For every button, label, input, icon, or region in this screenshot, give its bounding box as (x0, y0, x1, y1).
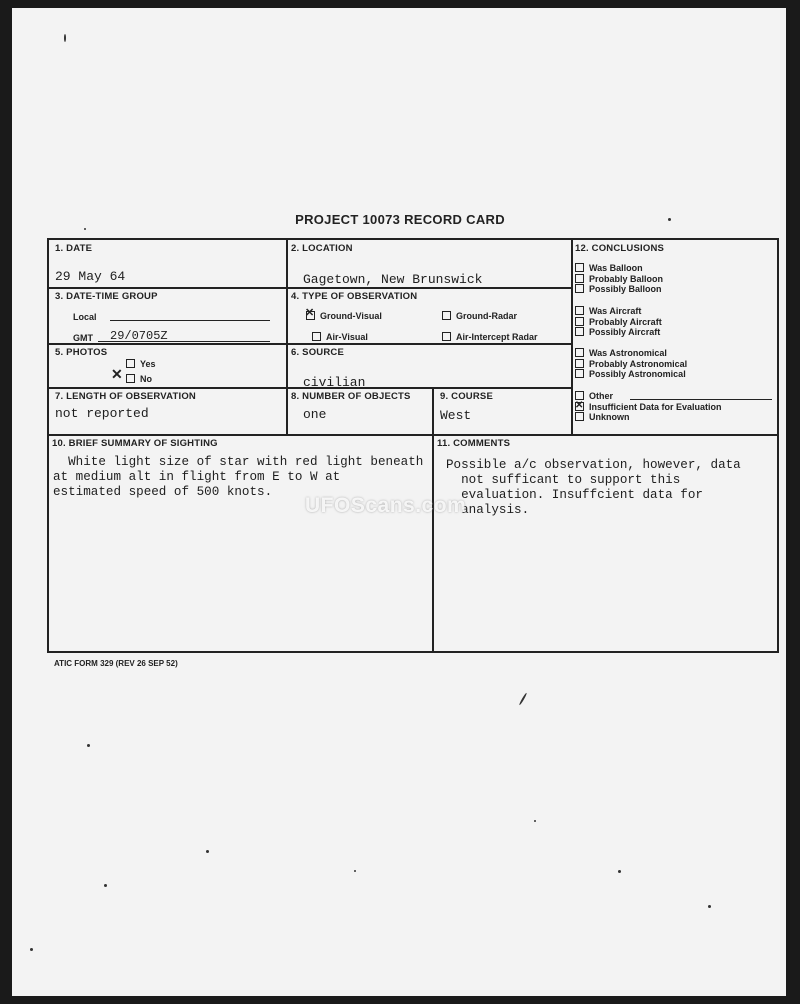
conclusion-checkbox (575, 327, 584, 336)
course-value: West (440, 408, 472, 423)
air-visual-checkbox (312, 332, 321, 341)
gmt-label: GMT (73, 333, 93, 343)
comments-line: analysis. (446, 503, 530, 517)
ground-visual-option: Ground-Visual (306, 311, 382, 321)
photos-label: 5. PHOTOS (55, 347, 108, 358)
conclusion-item: Probably Astronomical (575, 359, 687, 370)
gmt-value: 29/0705Z (110, 329, 168, 343)
summary-label: 10. BRIEF SUMMARY OF SIGHTING (52, 438, 218, 449)
conclusion-item: Possibly Aircraft (575, 327, 662, 338)
comments-text (446, 458, 741, 518)
conclusion-checkbox (575, 306, 584, 315)
dust-speck (84, 228, 86, 230)
conclusion-item: Was Aircraft (575, 306, 662, 317)
dust-speck (206, 850, 209, 853)
dust-speck (30, 948, 33, 951)
divider (286, 240, 288, 434)
conclusion-item: Insufficient Data for Evaluation (575, 402, 722, 413)
location-value: Gagetown, New Brunswick (303, 272, 483, 287)
insufficient-data-check-mark: ✕ (575, 400, 584, 411)
ground-visual-check-mark: ✕ (305, 307, 315, 319)
ground-radar-option: Ground-Radar (442, 311, 517, 321)
photos-yes-option: Yes (126, 359, 156, 369)
date-label: 1. DATE (55, 243, 93, 254)
source-value: civilian (303, 375, 366, 390)
divider (49, 434, 777, 436)
dust-speck (354, 870, 356, 872)
air-intercept-radar-checkbox (442, 332, 451, 341)
conclusion-item: Possibly Astronomical (575, 369, 687, 380)
conclusion-checkbox (575, 359, 584, 368)
summary-line: White light size of star with red light beneath (53, 455, 424, 469)
course-label: 9. COURSE (440, 391, 494, 402)
conclusion-item: Was Balloon (575, 263, 663, 274)
form-footer: ATIC FORM 329 (REV 26 SEP 52) (54, 659, 178, 668)
photos-no-option: No (126, 374, 152, 384)
dust-speck (618, 870, 621, 873)
air-intercept-radar-option: Air-Intercept Radar (442, 332, 538, 342)
conclusion-checkbox (575, 274, 584, 283)
conclusions-group-aircraft (575, 306, 662, 338)
length-value: not reported (55, 406, 149, 421)
comments-label: 11. COMMENTS (437, 438, 511, 449)
comments-line: Possible a/c observation, however, data (446, 458, 741, 472)
local-label: Local (73, 312, 97, 322)
dust-speck (708, 905, 711, 908)
photos-yes-checkbox (126, 359, 135, 368)
divider (49, 343, 571, 345)
conclusion-checkbox (575, 284, 584, 293)
conclusion-checkbox (575, 412, 584, 421)
observation-type-label: 4. TYPE OF OBSERVATION (291, 291, 418, 302)
divider (49, 287, 571, 289)
other-underline (630, 399, 772, 400)
source-label: 6. SOURCE (291, 347, 345, 358)
comments-line: evaluation. Insuffcient data for (446, 488, 703, 502)
dtg-label: 3. DATE-TIME GROUP (55, 291, 158, 302)
conclusion-item: Unknown (575, 412, 722, 423)
divider (432, 388, 434, 653)
photos-no-checkbox (126, 374, 135, 383)
objects-value: one (303, 407, 327, 422)
conclusion-checkbox (575, 348, 584, 357)
air-visual-option: Air-Visual (312, 332, 368, 342)
location-label: 2. LOCATION (291, 243, 353, 254)
conclusion-checkbox (575, 263, 584, 272)
card-title: PROJECT 10073 RECORD CARD (295, 212, 505, 227)
conclusion-item: Other (575, 391, 722, 402)
dust-speck (87, 744, 90, 747)
summary-line: at medium alt in flight from E to W at (53, 470, 341, 484)
photos-no-check-mark: ✕ (111, 366, 123, 382)
dust-speck (64, 34, 66, 42)
conclusions-group-astronomical (575, 348, 687, 380)
conclusion-item: Probably Aircraft (575, 317, 662, 328)
divider (571, 240, 573, 434)
conclusion-checkbox (575, 391, 584, 400)
length-label: 7. LENGTH OF OBSERVATION (55, 391, 196, 402)
objects-label: 8. NUMBER OF OBJECTS (291, 391, 411, 402)
comments-line: not sufficant to support this (446, 473, 681, 487)
conclusions-label: 12. CONCLUSIONS (575, 243, 665, 254)
conclusion-checkbox (575, 317, 584, 326)
dust-speck (104, 884, 107, 887)
conclusion-checkbox (575, 369, 584, 378)
ground-radar-checkbox (442, 311, 451, 320)
conclusions-group-other (575, 391, 722, 423)
conclusion-item: Was Astronomical (575, 348, 687, 359)
conclusion-item: Possibly Balloon (575, 284, 663, 295)
dust-speck (534, 820, 536, 822)
date-value: 29 May 64 (55, 269, 126, 284)
watermark: UFOScans.com (305, 494, 467, 517)
summary-line: estimated speed of 500 knots. (53, 485, 273, 499)
conclusion-item: Probably Balloon (575, 274, 663, 285)
conclusions-group-balloon (575, 263, 663, 295)
local-underline (110, 320, 270, 321)
